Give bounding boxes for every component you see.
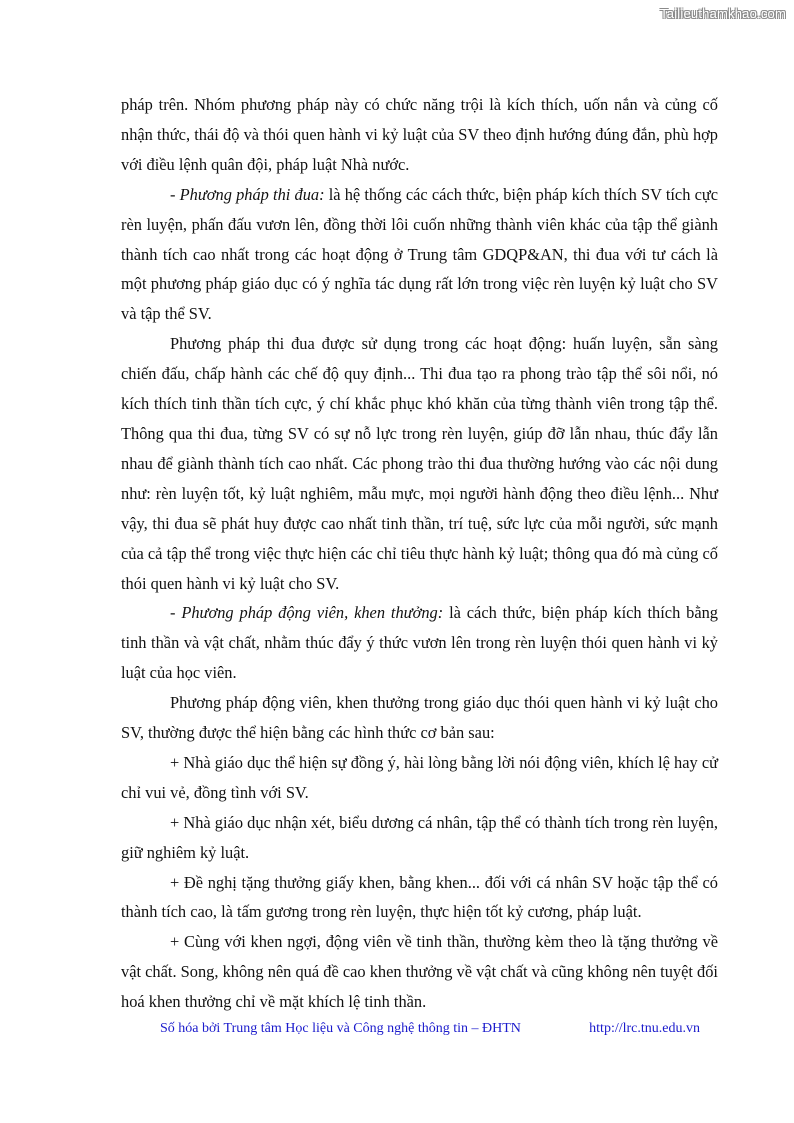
paragraph-text: là cách thức, biện pháp kích thích bằng tinh thần và vật chất, nhằm thúc đẩy ý thức vươn lên trong rèn luyện thói quen hành vi kỷ luật của học viên.: [121, 603, 719, 683]
paragraph-text: Phương pháp thi đua được sử dụng trong các hoạt động: huấn luyện, sẵn sàng chiến đấu, chấp hành các chế độ quy định... Thi đua tạo ra phong trào tập thể sôi nổi, nó kích thích tinh thần tích cực, ý chí khắc phục khó khăn của từng thành viên trong tập thể. Thông qua thi đua, từng SV có sự nỗ lực trong rèn luyện, giúp đỡ lẫn nhau, thúc đẩy lẫn nhau để giành thành tích cao nhất. Các phong trào thi đua thường hướng vào các nội dung như: rèn luyện tốt, kỷ luật nghiêm, mẫu mực, mọi người hành động theo điều lệnh... Như vậy, thi đua sẽ phát huy được cao nhất tinh thần, trí tuệ, sức lực của mỗi người, sức mạnh của cả tập thể trong việc thực hiện các chỉ tiêu thực hành kỷ luật; thông qua đó mà củng cố thói quen hành vi kỷ luật cho SV.: [121, 334, 718, 593]
paragraph: [121, 329, 718, 598]
paragraph-text: + Nhà giáo dục thể hiện sự đồng ý, hài lòng bằng lời nói động viên, khích lệ hay cử chỉ vui vẻ, đồng tình với SV.: [121, 752, 718, 802]
paragraph: [121, 927, 718, 1017]
paragraph-lead: - Phương pháp thi đua:: [170, 184, 325, 204]
paragraph: [121, 688, 718, 748]
footer-credit: Số hóa bởi Trung tâm Học liệu và Công nghệ thông tin – ĐHTN: [160, 1021, 521, 1036]
watermark-text: Tailieuthamkhao.com: [660, 6, 786, 21]
paragraph-text: là hệ thống các cách thức, biện pháp kích thích SV tích cực rèn luyện, phấn đấu vươn lên, đồng thời lôi cuốn những thành viên khác của tập thể giành thành tích cao nhất trong các hoạt động ở Trung tâm GDQP&AN, thi đua với tư cách là một phương pháp giáo dục có ý nghĩa tác dụng rất lớn trong việc rèn luyện kỷ luật cho SV và tập thể SV.: [121, 184, 719, 324]
paragraph-text: Phương pháp động viên, khen thưởng trong giáo dục thói quen hành vi kỷ luật cho SV, thường được thể hiện bằng các hình thức cơ bản sau:: [121, 693, 718, 743]
page-footer: [160, 1021, 700, 1037]
document-body: [121, 90, 718, 1017]
paragraph-text: + Nhà giáo dục nhận xét, biểu dương cá nhân, tập thể có thành tích trong rèn luyện, giữ nghiêm kỷ luật.: [121, 812, 718, 862]
paragraph: [121, 180, 718, 330]
footer-link[interactable]: http://lrc.tnu.edu.vn: [589, 1021, 700, 1036]
paragraph: [121, 868, 718, 928]
paragraph: [121, 808, 718, 868]
paragraph-text: + Đề nghị tặng thưởng giấy khen, bằng khen... đối với cá nhân SV hoặc tập thể có thành tích cao, là tấm gương trong rèn luyện, thực hiện tốt kỷ cương, pháp luật.: [121, 872, 718, 922]
paragraph-text: pháp trên. Nhóm phương pháp này có chức năng trội là kích thích, uốn nắn và củng cố nhận thức, thái độ và thói quen hành vi kỷ luật của SV theo định hướng đúng đắn, phù hợp với điều lệnh quân đội, pháp luật Nhà nước.: [121, 95, 718, 174]
paragraph-lead: - Phương pháp động viên, khen thưởng:: [170, 603, 444, 623]
paragraph: [121, 598, 718, 688]
paragraph-text: + Cùng với khen ngợi, động viên về tinh thần, thường kèm theo là tặng thưởng về vật chất. Song, không nên quá đề cao khen thưởng về vật chất và cũng không nên tuyệt đối hoá khen thưởng chỉ về mặt khích lệ tinh thần.: [121, 932, 718, 1012]
paragraph: [121, 90, 718, 180]
paragraph: [121, 748, 718, 808]
